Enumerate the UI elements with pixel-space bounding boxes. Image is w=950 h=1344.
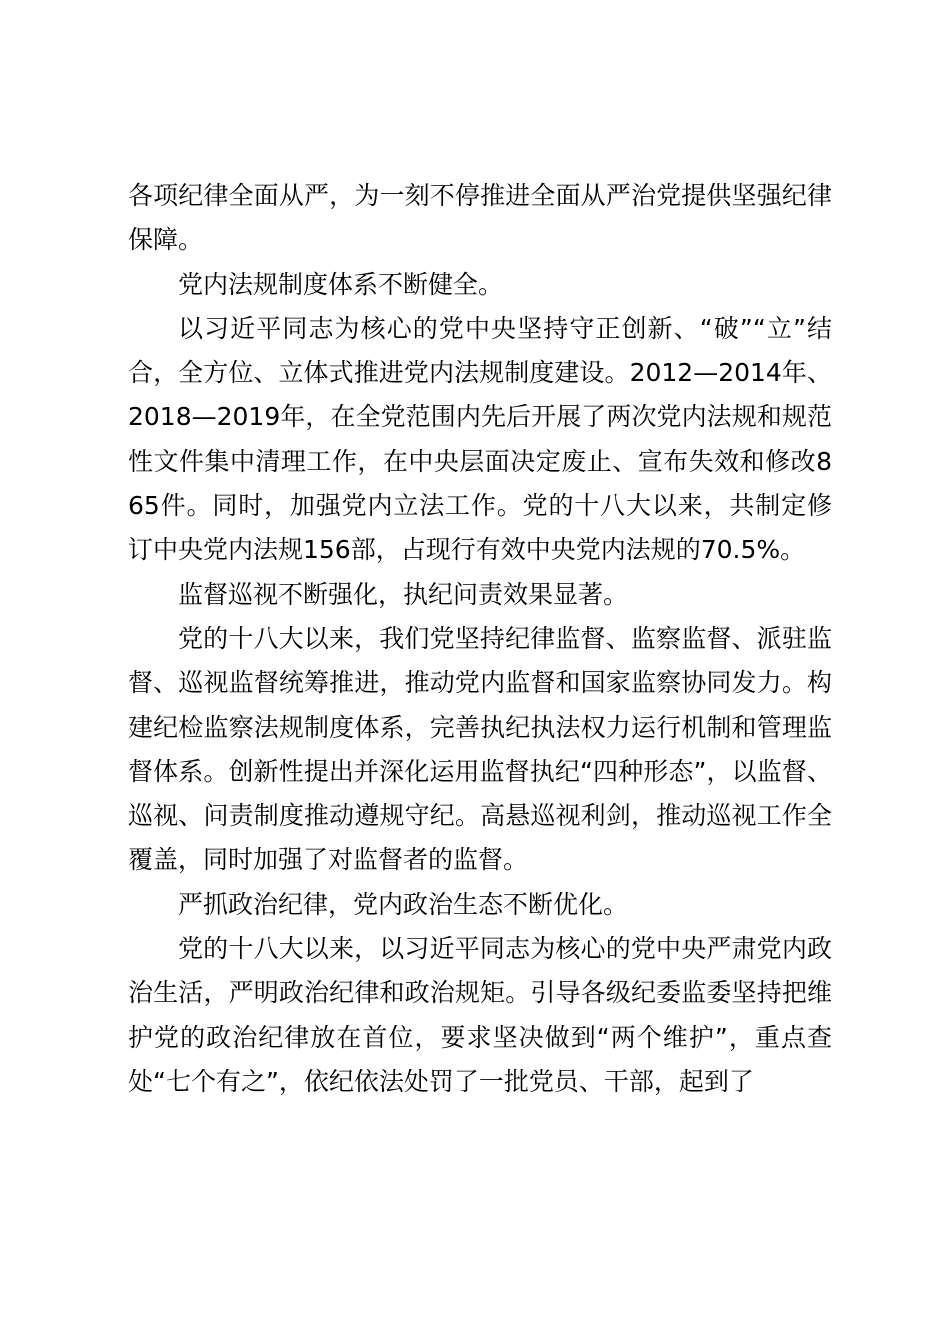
paragraph-political-discipline-body: 党的十八大以来，以习近平同志为核心的党中央严肃党内政治生活，严明政治纪律和政治规矩。引导各级纪委监委坚持把维护党的政治纪律放在首位，要求坚决做到“两个维护”，重点查处“七个有之”，依纪依法处罚了一批党员、干部，起到了 (128, 934, 832, 1096)
paragraph-heading-supervision: 监督巡视不断强化，执纪问责效果显著。 (178, 579, 629, 609)
document-body (128, 174, 832, 1104)
paragraph-continuation: 各项纪律全面从严，为一刻不停推进全面从严治党提供坚强纪律保障。 (128, 181, 832, 255)
paragraph-regulations-body: 以习近平同志为核心的党中央坚持守正创新、“破”“立”结合，全方位、立体式推进党内法规制度建设。2012—2014年、2018—2019年，在全党范围内先后开展了两次党内法规和规范性文件集中清理工作，在中央层面决定废止、宣布失效和修改865件。同时，加强党内立法工作。党的十八大以来，共制定修订中央党内法规156部，占现行有效中央党内法规的70.5%。 (128, 313, 832, 565)
paragraph-heading-regulations: 党内法规制度体系不断健全。 (178, 269, 504, 299)
paragraph-supervision-body: 党的十八大以来，我们党坚持纪律监督、监察监督、派驻监督、巡视监督统筹推进，推动党内监督和国家监察协同发力。构建纪检监察法规制度体系，完善执纪执法权力运行机制和管理监督体系。创新性提出并深化运用监督执纪“四种形态”，以监督、巡视、问责制度推动遵规守纪。高悬巡视利剑，推动巡视工作全覆盖，同时加强了对监督者的监督。 (128, 623, 832, 875)
paragraph-heading-political-discipline: 严抓政治纪律，党内政治生态不断优化。 (178, 889, 629, 919)
